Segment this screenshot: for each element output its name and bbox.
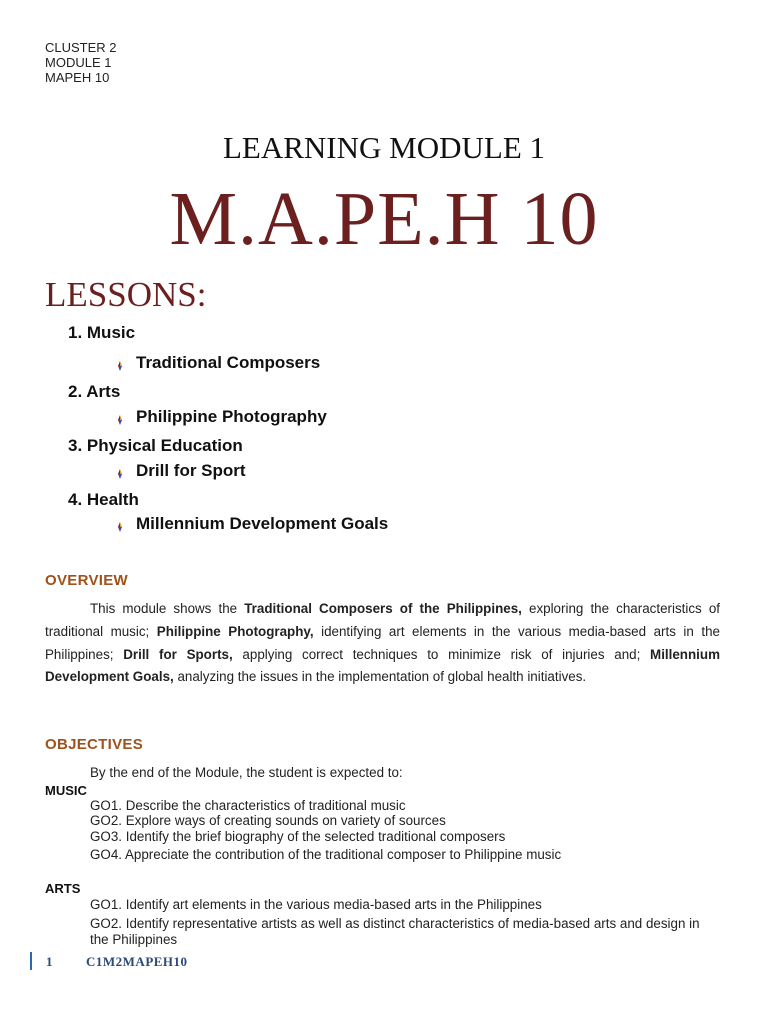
music-goal: GO3. Identify the brief biography of the selected traditional composers [90,829,506,844]
arts-goal: GO1. Identify art elements in the various media-based arts in the Philippines [90,897,542,912]
lesson-pe-topic-label: Drill for Sport [136,461,246,480]
diamond-bullet-icon [114,357,126,369]
header-cluster: CLUSTER 2 [45,40,117,55]
lesson-arts-topic [114,407,327,427]
overview-bold: Philippine Photography, [156,623,314,639]
objectives-heading: OBJECTIVES [45,736,144,753]
overview-text: This module shows the [90,601,245,616]
music-goal: GO1. Describe the characteristics of traditional music [90,798,406,813]
footer-divider [30,952,32,970]
overview-bold: Millennium Development Goals, [45,646,720,685]
lesson-arts-topic-label: Philippine Photography [136,407,327,426]
header-subject: MAPEH 10 [45,70,110,85]
overview-text: analyzing the issues in the implementation of global health initiatives. [173,669,587,685]
lesson-health-topic [114,514,388,534]
module-title: LEARNING MODULE 1 [222,130,546,165]
diamond-bullet-icon [114,411,126,423]
diamond-bullet-icon [114,465,126,477]
objectives-intro: By the end of the Module, the student is expected to: [90,765,403,780]
lesson-arts: 2. Arts [68,382,121,401]
lesson-pe-topic [114,461,246,481]
overview-bold: Drill for Sports, [123,646,233,662]
music-subheading: MUSIC [45,783,87,798]
subject-title: M.A.PE.H 10 [169,177,599,261]
overview-text: applying correct techniques to minimize risk of injuries and; [232,646,651,662]
arts-subheading: ARTS [45,881,81,896]
overview-bold: Traditional Composers of the Philippines, [244,601,522,616]
header-module: MODULE 1 [45,55,112,70]
lesson-music-topic [114,353,320,373]
lesson-music-topic-label: Traditional Composers [136,353,321,372]
music-goal: GO2. Explore ways of creating sounds on variety of sources [90,813,446,828]
music-goal: GO4. Appreciate the contribution of the traditional composer to Philippine music [90,847,562,862]
overview-text: identifying art elements in the various media-based arts in the Philippines; [45,623,720,662]
overview-heading: OVERVIEW [45,572,128,589]
diamond-bullet-icon [114,518,126,530]
lesson-health-topic-label: Millennium Development Goals [136,514,389,533]
page-number: 1 [46,954,53,969]
overview-paragraph [45,598,720,689]
footer-code: C1M2MAPEH10 [86,954,188,969]
overview-text: exploring the characteristics of traditional music; [45,601,721,639]
lesson-music: 1. Music [68,323,136,342]
arts-goal: GO2. Identify representative artists as well as distinct characteristics of media-based arts and design in the Philippines [90,916,700,947]
lesson-health: 4. Health [68,490,139,509]
lessons-heading: LESSONS: [45,275,207,314]
lesson-pe: 3. Physical Education [68,436,243,455]
